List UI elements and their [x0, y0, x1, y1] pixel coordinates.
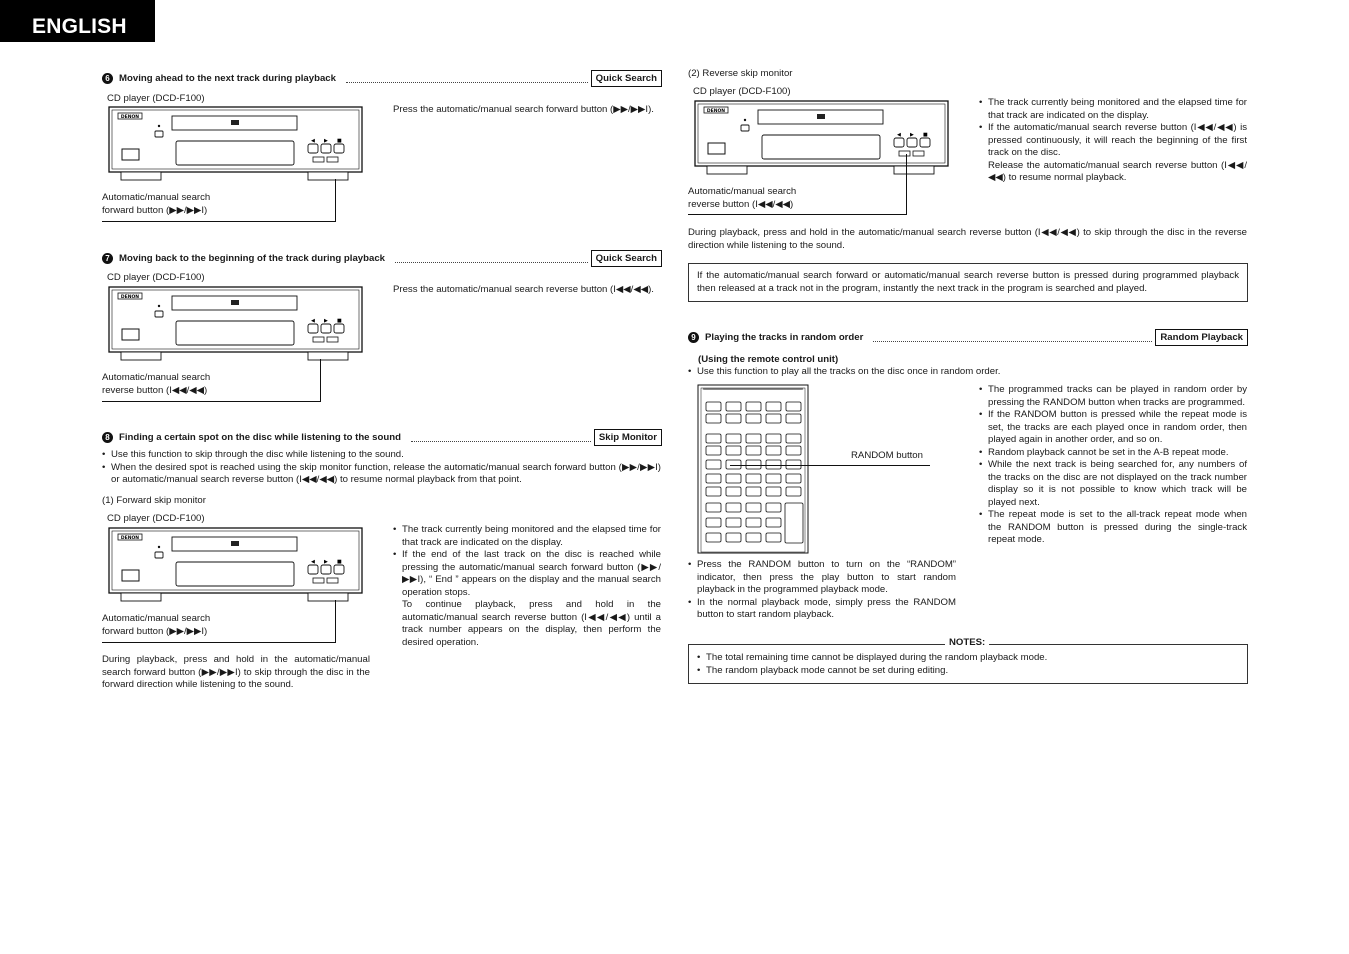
remote-button: [746, 474, 761, 483]
callout-line: [320, 359, 321, 402]
remote-button: [706, 533, 721, 542]
section-title: Moving ahead to the next track during playback: [119, 73, 336, 84]
leader-dots: [395, 254, 588, 263]
cd-player-illustration: [694, 100, 950, 180]
remote-control-illustration: [697, 384, 809, 557]
continuation-text: Release the automatic/manual search reverse button (I◀◀/◀◀) to resume normal playback.: [988, 159, 1247, 183]
remote-button: [766, 402, 781, 411]
remote-subheading: (Using the remote control unit): [698, 354, 839, 365]
remote-button: [786, 446, 801, 455]
remote-button: [766, 503, 781, 512]
section-number-badge: 8: [102, 432, 113, 443]
cd-player-front-panel: [694, 100, 950, 183]
instruction-text: Press the automatic/manual search forward button (▶▶/▶▶I).: [393, 104, 654, 115]
remote-button: [726, 446, 741, 455]
bullet-item: • If the end of the last track on the disc is reached while pressing the automatic/manual search forward button (▶▶/▶▶I), “ End ” appears on the display and the manual search operation stops.: [393, 549, 661, 599]
remote-button: [766, 474, 781, 483]
callout-line-1: Automatic/manual search: [688, 186, 797, 197]
leader-dots: [411, 433, 591, 442]
remote-button: [726, 533, 741, 542]
remote-button: [746, 533, 761, 542]
bullet-item: • In the normal playback mode, simply press the RANDOM button to start random playback.: [688, 597, 956, 622]
svg-text:■: ■: [337, 138, 342, 144]
callout-label: [688, 186, 796, 211]
remote-button: [746, 487, 761, 496]
svg-text:■: ■: [923, 132, 928, 138]
quick-search-label: Quick Search: [591, 70, 662, 87]
section-8-heading: [102, 429, 662, 446]
notes-title: NOTES:: [945, 637, 989, 648]
remote-button: [746, 518, 761, 527]
svg-text:■: ■: [337, 318, 342, 324]
cd-player-illustration: [108, 286, 364, 366]
denon-logo: DENON: [120, 295, 140, 300]
leader-dots: [873, 333, 1152, 342]
callout-line: [335, 179, 336, 222]
cd-player-front-panel: [108, 106, 364, 189]
bullet-item: • Use this function to skip through the disc while listening to the sound.: [102, 449, 661, 462]
notes-box: [688, 644, 1248, 684]
random-playback-label: Random Playback: [1155, 329, 1248, 346]
callout-line-2: reverse button (I◀◀/◀◀): [102, 384, 208, 396]
device-caption: CD player (DCD-F100): [693, 86, 791, 97]
bullet-item: • The track currently being monitored and the elapsed time for that track are indicated on the display.: [393, 524, 661, 549]
svg-text:■: ■: [337, 559, 342, 565]
leader-dots: [346, 74, 588, 83]
section-number-badge: 6: [102, 73, 113, 84]
remote-button: [746, 434, 761, 443]
callout-line: [102, 642, 336, 643]
remote-button: [746, 402, 761, 411]
bullet-item: • If the automatic/manual search reverse button (I◀◀/◀◀) is pressed continuously, it will reach the beginning of the first track on the disc.: [979, 122, 1247, 160]
reverse-skip-notes: [979, 97, 1247, 185]
remote-button: [706, 487, 721, 496]
instruction-text: Press the automatic/manual search reverse button (I◀◀/◀◀).: [393, 284, 654, 295]
remote-button: [766, 446, 781, 455]
remote-button: [786, 487, 801, 496]
notes-list: [697, 652, 1239, 677]
cd-player-illustration: [108, 527, 364, 607]
bullet-item: • The repeat mode is set to the all-track repeat mode when the RANDOM button is pressed during the single-track repeat mode.: [979, 509, 1247, 547]
remote-button: [706, 446, 721, 455]
remote-button: [706, 402, 721, 411]
remote-button: [706, 518, 721, 527]
remote-button: [786, 474, 801, 483]
cd-player-front-panel: [108, 286, 364, 369]
section-title: Finding a certain spot on the disc while listening to the sound: [119, 432, 401, 443]
cd-player-front-panel: [108, 527, 364, 610]
remote-button: [706, 503, 721, 512]
remote-button: [706, 474, 721, 483]
callout-line-1: Automatic/manual search: [102, 613, 211, 624]
bullet-item: • Press the RANDOM button to turn on the “RANDOM” indicator, then press the play button to start random playback in the programmed playback mode.: [688, 559, 956, 597]
svg-text:▶: ▶: [910, 132, 914, 138]
remote-button: [726, 503, 741, 512]
bullet-item: • When the desired spot is reached using the skip monitor function, release the automatic/manual search forward button (▶▶/▶▶I) or automatic/manual search reverse button (I◀◀/◀◀) to resume normal playback from that point.: [102, 462, 661, 487]
device-caption: CD player (DCD-F100): [107, 93, 205, 104]
svg-text:◀: ◀: [311, 318, 315, 324]
random-right-bullets: [979, 384, 1247, 547]
remote-button: [786, 402, 801, 411]
section-title: Playing the tracks in random order: [705, 332, 864, 343]
bullet-item: • Random playback cannot be set in the A-B repeat mode.: [979, 447, 1247, 460]
remote-button: [746, 503, 761, 512]
remote-button: [706, 434, 721, 443]
language-tab: ENGLISH: [0, 0, 155, 42]
remote-button: [726, 474, 741, 483]
section-9-heading: [688, 329, 1248, 346]
random-left-bullets: [688, 559, 956, 622]
bullet-item: • If the RANDOM button is pressed while the repeat mode is set, the tracks are each played once in random order, then played again in another order, and so on.: [979, 409, 1247, 447]
section-number-badge: 7: [102, 253, 113, 264]
remote-button: [746, 446, 761, 455]
remote-button: [726, 402, 741, 411]
note-item: • The random playback mode cannot be set during editing.: [697, 665, 1239, 678]
denon-logo: DENON: [706, 109, 726, 114]
section-7-heading: [102, 250, 662, 267]
quick-search-label: Quick Search: [591, 250, 662, 267]
section-6-heading: [102, 70, 662, 87]
svg-text:◀: ◀: [311, 559, 315, 565]
svg-text:▶: ▶: [324, 318, 328, 324]
svg-text:◀: ◀: [311, 138, 315, 144]
callout-line: [335, 600, 336, 643]
remote-button: [786, 434, 801, 443]
remote-button: [786, 414, 801, 423]
remote-button: [766, 533, 781, 542]
callout-label: [102, 192, 210, 217]
forward-skip-subheading: (1) Forward skip monitor: [102, 495, 206, 506]
denon-logo: DENON: [120, 115, 140, 120]
remote-button: [766, 434, 781, 443]
callout-line: [102, 401, 321, 402]
program-note-text: If the automatic/manual search forward or automatic/manual search reverse button is pressed during programmed playback then released at a track not in the program, instantly the next track in the program is searched and played.: [697, 270, 1239, 294]
reverse-skip-description: During playback, press and hold in the automatic/manual search reverse button (I◀◀/◀◀) to skip through the disc in the reverse direction while listening to the sound.: [688, 227, 1247, 251]
callout-line: [730, 465, 930, 466]
remote-button: [766, 518, 781, 527]
skip-monitor-label: Skip Monitor: [594, 429, 662, 446]
reverse-skip-subheading: (2) Reverse skip monitor: [688, 68, 793, 79]
callout-line: [102, 221, 336, 222]
bullet-item: • While the next track is being searched for, any numbers of the tracks on the disc are not displayed on the track number display so it is not possible to know which track will be played next.: [979, 459, 1247, 509]
callout-line-2: forward button (▶▶/▶▶I): [102, 625, 208, 637]
svg-text:▶: ▶: [324, 138, 328, 144]
bullet-item: • The track currently being monitored and the elapsed time for that track are indicated on the display.: [979, 97, 1247, 122]
remote-button: [706, 414, 721, 423]
denon-logo: DENON: [120, 536, 140, 541]
callout-line: [906, 154, 907, 215]
remote-button: [766, 487, 781, 496]
section-8-bullets: [102, 449, 661, 487]
device-caption: CD player (DCD-F100): [107, 513, 205, 524]
callout-line-1: Automatic/manual search: [102, 372, 211, 383]
program-note-box: [688, 263, 1248, 302]
callout-label: [102, 372, 210, 397]
section-title: Moving back to the beginning of the track during playback: [119, 253, 385, 264]
bullet-item: • Use this function to play all the tracks on the disc once in random order.: [688, 366, 1247, 379]
callout-label: [102, 613, 210, 638]
remote-button: [726, 434, 741, 443]
forward-skip-notes: [393, 524, 661, 649]
remote-button: [766, 414, 781, 423]
remote-button: [726, 518, 741, 527]
cd-player-illustration: [108, 106, 364, 186]
note-item: • The total remaining time cannot be displayed during the random playback mode.: [697, 652, 1239, 665]
callout-line: [688, 214, 907, 215]
forward-skip-description: During playback, press and hold in the automatic/manual search forward button (▶▶/▶▶I) to skip through the disc in the forward direction while listening to the sound.: [102, 654, 370, 690]
remote-button: [706, 460, 721, 469]
random-intro: [688, 366, 1247, 379]
callout-line-1: Automatic/manual search: [102, 192, 211, 203]
remote-button-tall: [785, 503, 803, 543]
random-button-callout: RANDOM button: [851, 450, 923, 461]
remote-button: [726, 487, 741, 496]
svg-text:▶: ▶: [324, 559, 328, 565]
callout-line-2: reverse button (I◀◀/◀◀): [688, 198, 794, 210]
remote-button: [726, 414, 741, 423]
bullet-item: • The programmed tracks can be played in random order by pressing the RANDOM button when tracks are programmed.: [979, 384, 1247, 409]
remote-button: [746, 414, 761, 423]
section-number-badge: 9: [688, 332, 699, 343]
continuation-text: To continue playback, press and hold in the automatic/manual search reverse button (I◀◀/◀◀) until a track number appears on the display, then perform the desired operation.: [402, 599, 661, 648]
svg-text:◀: ◀: [897, 132, 901, 138]
callout-line-2: forward button (▶▶/▶▶I): [102, 204, 208, 216]
device-caption: CD player (DCD-F100): [107, 272, 205, 283]
